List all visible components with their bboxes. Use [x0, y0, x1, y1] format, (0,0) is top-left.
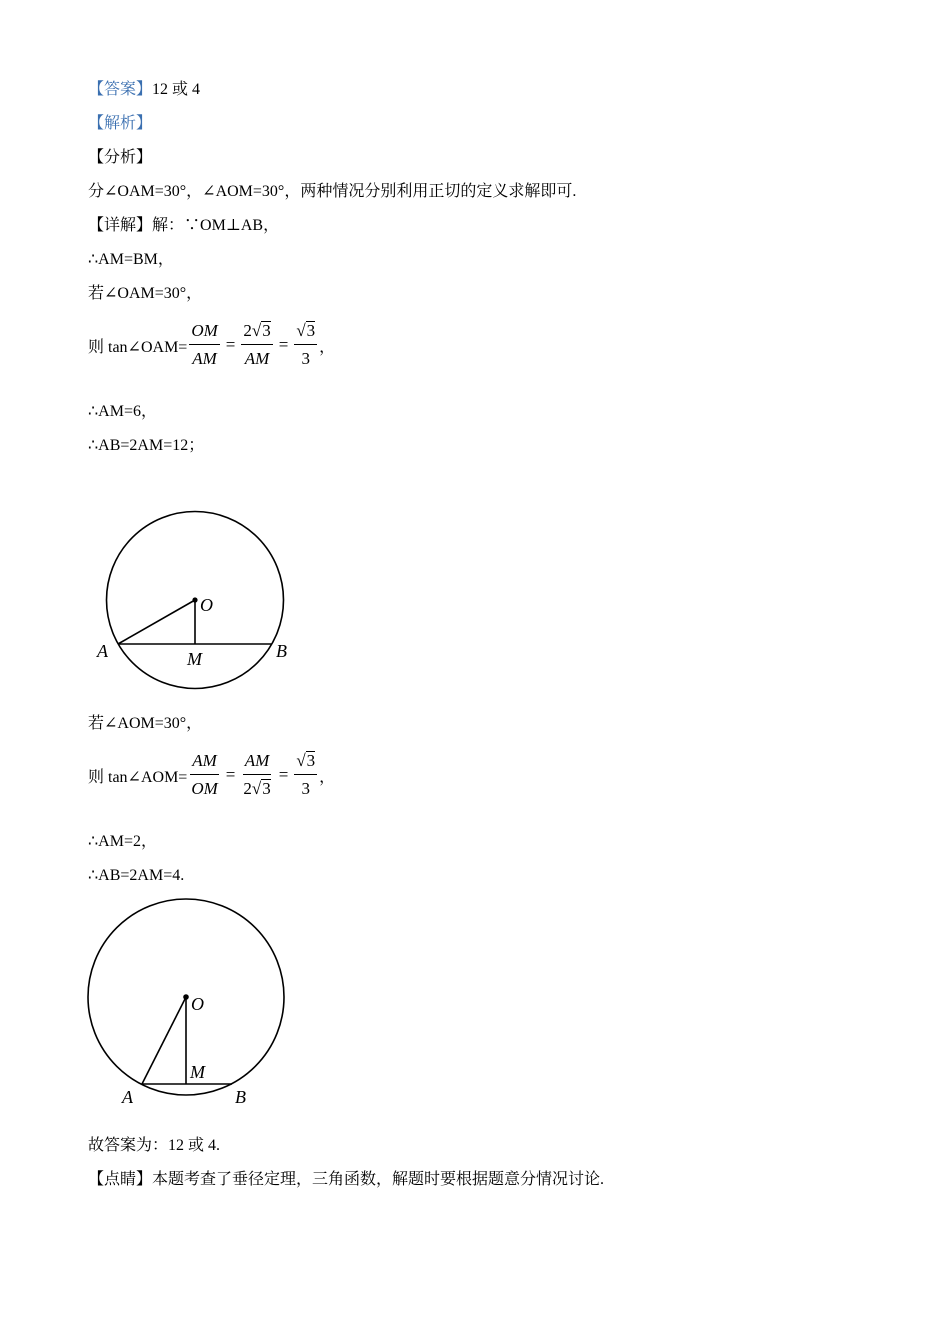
case2-res1: ∴AM=2， [88, 833, 157, 850]
case1-tan-prefix: 则 tan∠OAM= [88, 338, 188, 356]
fig1-segment-ao [118, 600, 195, 644]
case1-condition: 若∠OAM=30°， [88, 285, 203, 302]
case2-eq2: = [278, 765, 289, 784]
case2-frac1-den: OM [191, 779, 218, 798]
fig2-center-dot [183, 994, 189, 1000]
case2-eq1: = [225, 765, 236, 784]
case1-frac1-den: AM [192, 349, 217, 368]
figure-1 [90, 505, 310, 700]
fenxi-text: 分∠OAM=30°，∠AOM=30°，两种情况分别利用正切的定义求解即可. [88, 183, 577, 200]
case2-tan-prefix: 则 tan∠AOM= [88, 768, 188, 786]
fig2-label-o: O [191, 994, 204, 1014]
answer-line [88, 80, 200, 100]
fenxi-tag: 【分析】 [88, 149, 153, 166]
dianjing-line [88, 1170, 604, 1190]
fig2-label-m: M [190, 1062, 205, 1082]
fig2-segment-ao [142, 997, 186, 1084]
sqrt-sign: √3 [296, 321, 316, 340]
conclusion: 故答案为：12 或 4. [88, 1137, 221, 1154]
case1-step1: ∴AM=BM， [88, 251, 174, 268]
case2-res2: ∴AB=2AM=4. [88, 867, 185, 884]
case2-condition: 若∠AOM=30°， [88, 715, 203, 732]
case1-res1: ∴AM=6， [88, 403, 157, 420]
dianjing-text: 本题考查了垂径定理，三角函数，解题时要根据题意分情况讨论. [152, 1171, 605, 1188]
case1-frac2-num [241, 320, 272, 345]
fig1-label-a: A [97, 641, 108, 661]
case1-frac1-num: OM [189, 320, 219, 345]
analysis-tag: 【解析】 [88, 115, 153, 132]
sqrt-sign: √3 [296, 751, 316, 770]
case2-frac3-num [294, 750, 317, 775]
case1-frac3 [294, 320, 317, 370]
case1-frac3-rad: 3 [306, 321, 316, 340]
case1-frac3-den: 3 [301, 349, 310, 368]
fig2-label-b: B [235, 1087, 246, 1107]
case2-frac2 [241, 750, 272, 800]
case2-frac3-den: 3 [301, 779, 310, 798]
case1-tail: ， [319, 338, 336, 356]
fig1-label-b: B [276, 641, 287, 661]
case1-frac2-den: AM [244, 349, 270, 368]
case1-frac3-num [294, 320, 317, 345]
case2-frac2-coef: 2 [243, 779, 252, 798]
case2-frac2-rad: 3 [262, 779, 271, 798]
fig1-label-o: O [200, 595, 213, 615]
case2-frac3 [294, 750, 317, 800]
case1-formula [88, 320, 335, 370]
answer-tag: 【答案】 [88, 81, 153, 98]
xiangjie-tag: 【详解】 [88, 217, 153, 234]
case2-frac2-den [241, 775, 272, 800]
xiangjie-line [88, 216, 279, 236]
case1-frac2 [241, 320, 272, 370]
case2-frac1-num: AM [190, 750, 219, 775]
case2-frac3-rad: 3 [306, 751, 316, 770]
fig1-label-m: M [187, 649, 202, 669]
fig1-center-dot [192, 597, 197, 602]
case1-eq1: = [225, 335, 236, 354]
case2-frac1 [189, 750, 219, 800]
case2-tail: ， [319, 768, 336, 786]
sqrt-sign: √3 [251, 321, 271, 340]
xiangjie-text: 解：∵OM⊥AB， [152, 217, 280, 234]
case1-eq2: = [278, 335, 289, 354]
dianjing-tag: 【点睛】 [88, 1171, 153, 1188]
figure-2 [82, 893, 312, 1115]
answer-text: 12 或 4 [152, 81, 201, 98]
fig2-label-a: A [122, 1087, 133, 1107]
sqrt-sign: √3 [251, 779, 271, 798]
case2-formula [88, 750, 335, 800]
case1-frac2-coef: 2 [243, 321, 252, 340]
case2-frac2-num: AM [243, 750, 272, 775]
case1-frac2-rad: 3 [262, 321, 271, 340]
case1-res2: ∴AB=2AM=12； [88, 437, 205, 454]
case1-frac1 [189, 320, 219, 370]
